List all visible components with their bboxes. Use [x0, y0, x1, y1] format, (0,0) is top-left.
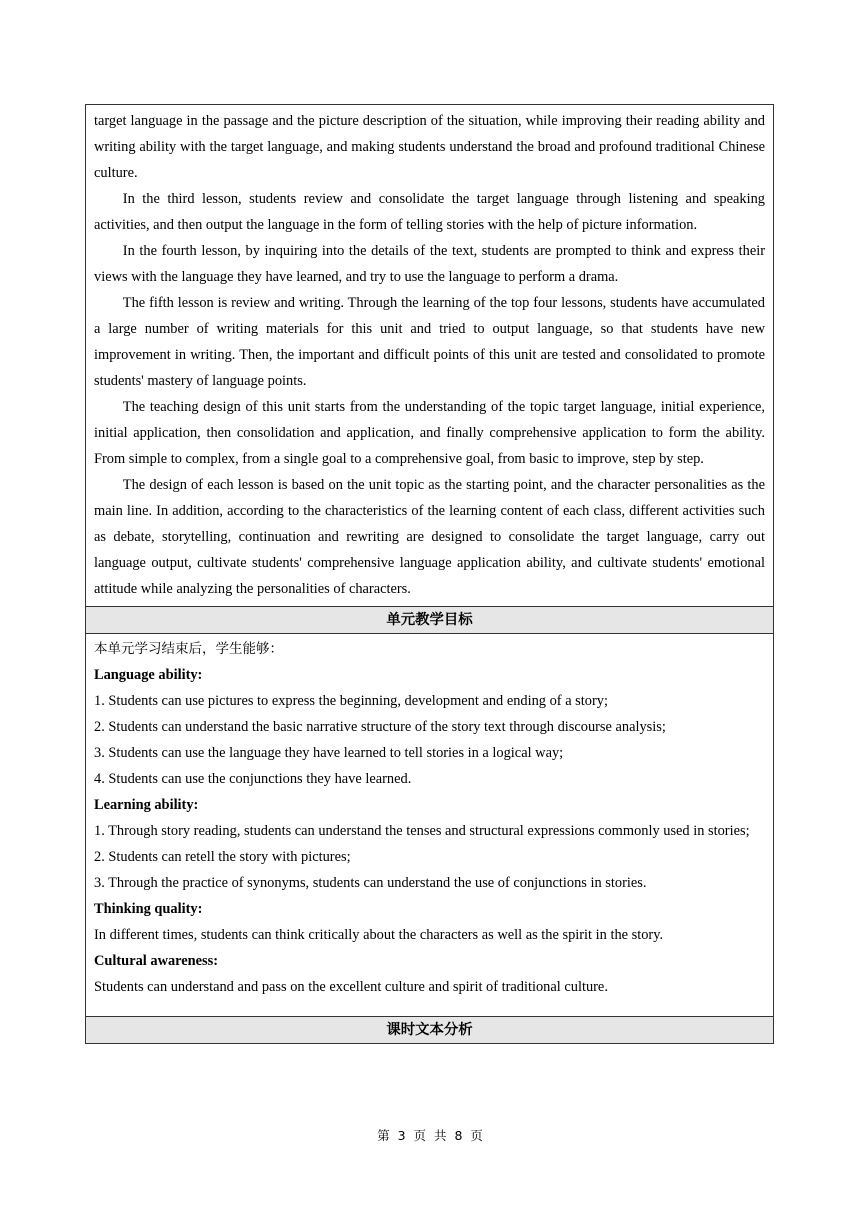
analysis-paragraph: The teaching design of this unit starts from the understanding of the topic target language, initial experience, initial application, then consolidation and application, and finally comprehensive application to form the ability. From simple to complex, from a single goal to a comprehensive goal, from basic to improve, step by step. — [94, 399, 765, 467]
cultural-awareness-title: Cultural awareness: — [94, 953, 219, 969]
objective-item: In different times, students can think critically about the characters as well as the spirit in the story. — [94, 927, 664, 943]
objective-item: Students can understand and pass on the excellent culture and spirit of traditional culture. — [94, 979, 608, 995]
lesson-plan-table — [85, 104, 774, 1044]
learning-ability-title: Learning ability: — [94, 797, 199, 813]
page-number: 第 3 页 共 8 页 — [377, 1128, 483, 1143]
unit-objectives-heading: 单元教学目标 — [86, 606, 773, 634]
objective-item: 2. Students can understand the basic narrative structure of the story text through discourse analysis; — [94, 719, 666, 735]
analysis-paragraph: In the third lesson, students review and consolidate the target language through listening and speaking activities, and then output the language in the form of telling stories with the help of picture information. — [94, 191, 765, 233]
objective-item: 1. Through story reading, students can understand the tenses and structural expressions commonly used in stories; — [94, 823, 750, 839]
analysis-paragraph: The design of each lesson is based on the unit topic as the starting point, and the character personalities as the main line. In addition, according to the characteristics of the learning content of each class, different activities such as debate, storytelling, continuation and rewriting are designed to consolidate the target language, carry out language output, cultivate students' comprehensive language application ability, and cultivate students' emotional attitude while analyzing the personalities of characters. — [94, 477, 765, 597]
analysis-paragraph: target language in the passage and the picture description of the situation, while improving their reading ability and writing ability with the target language, and making students understand the broad and profound traditional Chinese culture. — [94, 113, 765, 181]
objective-item: 3. Students can use the language they have learned to tell stories in a logical way; — [94, 745, 564, 761]
lesson-text-analysis-heading: 课时文本分析 — [86, 1016, 773, 1043]
objective-item: 3. Through the practice of synonyms, students can understand the use of conjunctions in stories. — [94, 875, 647, 891]
analysis-paragraph: In the fourth lesson, by inquiring into the details of the text, students are prompted to think and express their views with the language they have learned, and try to use the language to perform a drama. — [94, 243, 765, 285]
objective-item: 4. Students can use the conjunctions they have learned. — [94, 771, 412, 787]
objectives-intro: 本单元学习结束后，学生能够： — [94, 641, 283, 657]
thinking-quality-title: Thinking quality: — [94, 901, 203, 917]
unit-objectives-cell — [86, 634, 773, 1016]
objective-item: 2. Students can retell the story with pictures; — [94, 849, 351, 865]
objective-item: 1. Students can use pictures to express the beginning, development and ending of a story; — [94, 693, 608, 709]
unit-analysis-cell — [86, 105, 773, 606]
analysis-paragraph: The fifth lesson is review and writing. Through the learning of the top four lessons, students have accumulated a large number of writing materials for this unit and tried to output language, so that students have new improvement in writing. Then, the important and difficult points of this unit are tested and consolidated to promote students' mastery of language points. — [94, 295, 765, 389]
language-ability-title: Language ability: — [94, 667, 203, 683]
